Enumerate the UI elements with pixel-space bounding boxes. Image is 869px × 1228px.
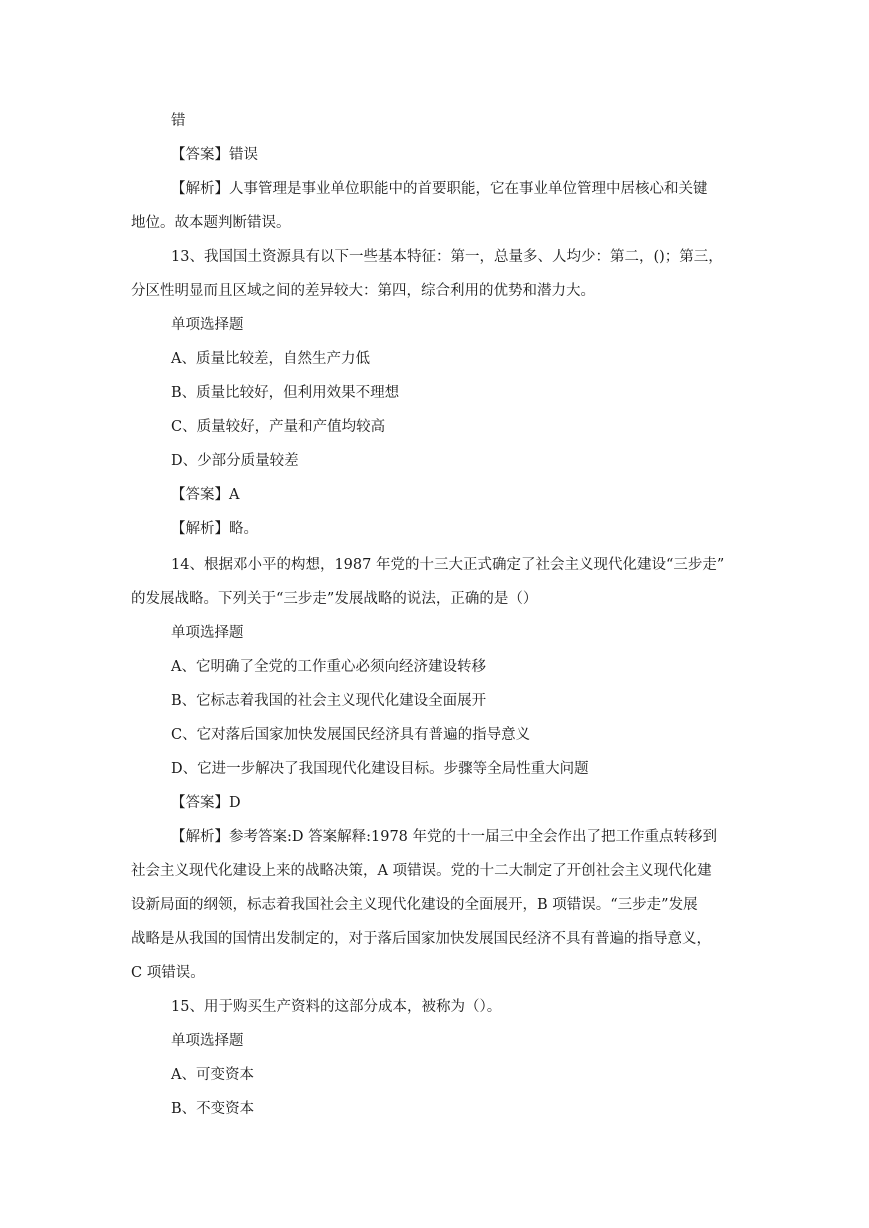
question-13-option-d: D、少部分质量较差 bbox=[171, 453, 299, 469]
question-15-option-a: A、可变资本 bbox=[171, 1067, 254, 1083]
question-14-text-continued: 的发展战略。下列关于“三步走”发展战略的说法，正确的是（） bbox=[131, 591, 538, 607]
question-15-type: 单项选择题 bbox=[171, 1033, 244, 1049]
question-13-text-continued: 分区性明显而且区域之间的差异较大：第四，综合利用的优势和潜力大。 bbox=[131, 283, 595, 299]
explanation-line: 【解析】人事管理是事业单位职能中的首要职能，它在事业单位管理中居核心和关键 bbox=[171, 181, 708, 197]
question-14-text: 14、根据邓小平的构想，1987 年党的十三大正式确定了社会主义现代化建设“三步走” bbox=[171, 557, 725, 573]
question-13-text: 13、我国国土资源具有以下一些基本特征：第一，总量多、人均少：第二，()；第三， bbox=[171, 249, 723, 265]
question-13-option-b: B、质量比较好，但利用效果不理想 bbox=[171, 385, 400, 401]
question-13-type: 单项选择题 bbox=[171, 317, 244, 333]
question-13-option-a: A、质量比较差，自然生产力低 bbox=[171, 351, 370, 367]
question-14-explanation: 【解析】参考答案:D 答案解释:1978 年党的十一届三中全会作出了把工作重点转移到 bbox=[171, 829, 718, 845]
question-14-type: 单项选择题 bbox=[171, 625, 244, 641]
question-14-explanation-line-5: C 项错误。 bbox=[131, 965, 205, 981]
explanation-line-continued: 地位。故本题判断错误。 bbox=[131, 215, 291, 231]
question-14-explanation-line-2: 社会主义现代化建设上来的战略决策，A 项错误。党的十二大制定了开创社会主义现代化建 bbox=[131, 863, 712, 879]
question-14-explanation-line-3: 设新局面的纲领，标志着我国社会主义现代化建设的全面展开，B 项错误。“三步走”发展 bbox=[131, 897, 698, 913]
question-15-option-b: B、不变资本 bbox=[171, 1101, 255, 1117]
question-13-explanation: 【解析】略。 bbox=[171, 521, 258, 537]
question-13-answer: 【答案】A bbox=[171, 487, 240, 503]
answer-option-wrong: 错 bbox=[171, 113, 186, 129]
question-14-answer: 【答案】D bbox=[171, 795, 241, 811]
question-14-option-b: B、它标志着我国的社会主义现代化建设全面展开 bbox=[171, 693, 487, 709]
question-14-option-c: C、它对落后国家加快发展国民经济具有普遍的指导意义 bbox=[171, 727, 531, 743]
answer-line: 【答案】错误 bbox=[171, 147, 258, 163]
question-15-text: 15、用于购买生产资料的这部分成本，被称为（）。 bbox=[171, 999, 502, 1015]
question-13-option-c: C、质量较好，产量和产值均较高 bbox=[171, 419, 386, 435]
question-14-option-d: D、它进一步解决了我国现代化建设目标。步骤等全局性重大问题 bbox=[171, 761, 589, 777]
question-14-option-a: A、它明确了全党的工作重心必须向经济建设转移 bbox=[171, 659, 486, 675]
question-14-explanation-line-4: 战略是从我国的国情出发制定的，对于落后国家加快发展国民经济不具有普遍的指导意义， bbox=[131, 931, 711, 947]
